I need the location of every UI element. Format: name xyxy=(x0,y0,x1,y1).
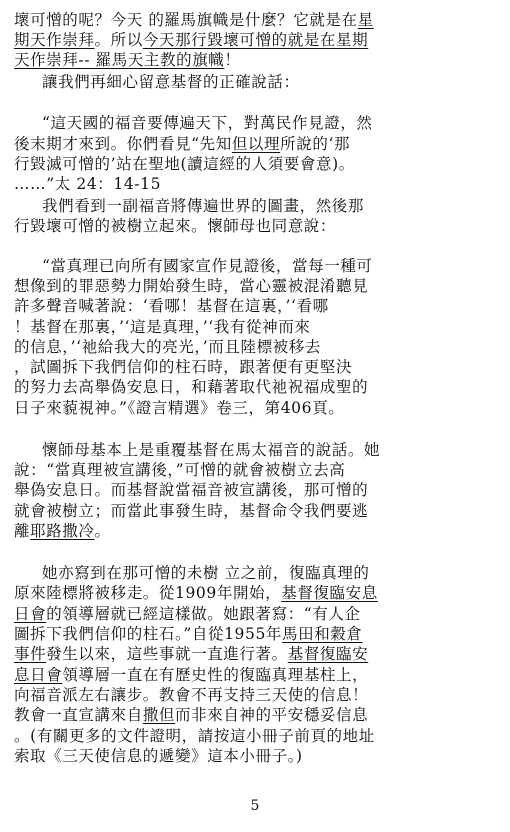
text-segment: 離 xyxy=(14,522,31,540)
text-segment: 索取《三天使信息的遞變》這本小冊子。) xyxy=(14,747,303,765)
text-line xyxy=(0,256,510,276)
text-line xyxy=(0,296,510,316)
text-line xyxy=(0,563,510,583)
text-segment: 領導層一直在有歷史性的復臨真理基柱上， xyxy=(62,666,369,684)
page-number: 5 xyxy=(250,798,260,814)
underlined-text: 息日會 xyxy=(14,666,63,684)
text-line xyxy=(0,583,510,603)
text-segment: 的領導層就已經這樣做。她跟著寫：“有人企 xyxy=(46,605,361,623)
text-line xyxy=(0,134,510,154)
text-segment: 所說的‘那 xyxy=(280,135,351,153)
text-segment: 說：“當真理被宣講後，”可憎的就會被樹立去高 xyxy=(14,461,346,479)
text-line xyxy=(0,30,510,50)
underlined-text: 基督復臨安 xyxy=(287,645,369,663)
text-segment: ……”太 24：14-15 xyxy=(14,175,162,193)
text-line xyxy=(0,705,510,725)
text-line xyxy=(0,10,510,30)
text-segment: 的努力去高舉偽安息日，和藉著取代祂祝福成聖的 xyxy=(14,378,369,396)
text-segment: “當真理已向所有國家宣作見證後，當每一種可 xyxy=(42,257,373,275)
text-segment: 原來陸標將被移走。從1909年開始， xyxy=(14,584,282,602)
text-segment: 後末期才來到。你們看見“先知 xyxy=(14,135,232,153)
text-line xyxy=(0,624,510,644)
text-segment: “這天國的福音要傳遍天下，對萬民作見證，然 xyxy=(42,114,373,132)
text-line xyxy=(0,665,510,685)
text-line xyxy=(0,644,510,664)
text-line xyxy=(0,196,510,216)
text-line xyxy=(0,113,510,133)
text-segment: 圖拆下我們信仰的柱石。”自從1955年 xyxy=(14,625,283,643)
underlined-text: 期天作崇拜 xyxy=(14,31,95,49)
underlined-text: 馬田和穀倉 xyxy=(282,625,363,643)
underlined-text: 但以理 xyxy=(231,135,281,153)
text-segment: ！ xyxy=(224,51,241,69)
text-line xyxy=(0,50,510,70)
text-line xyxy=(0,604,510,624)
text-segment: 就會被樹立；而當此事發生時，基督命令我們要逃 xyxy=(14,502,369,520)
text-segment: 而非來自神的平安穩妥信息 xyxy=(175,706,369,724)
text-line xyxy=(0,154,510,174)
text-segment: 行毀滅可憎的’站在聖地(讀這經的人須要會意)。 xyxy=(14,155,355,173)
underlined-text: 事件 xyxy=(14,645,47,663)
text-line xyxy=(0,440,510,460)
underlined-text: 日會 xyxy=(14,605,47,623)
text-segment: 。所以 xyxy=(94,31,143,49)
text-line xyxy=(0,746,510,766)
text-segment: 。 xyxy=(94,522,111,540)
text-segment: ！基督在那裏，’‘這是真理，’‘我有從神而來 xyxy=(14,318,311,336)
text-line xyxy=(0,174,510,194)
text-segment: 發生以來，這些事就一直進行著。 xyxy=(46,645,288,663)
text-line xyxy=(0,501,510,521)
underlined-text: 基督復臨安息 xyxy=(281,584,378,602)
text-line xyxy=(0,276,510,296)
text-line xyxy=(0,398,510,418)
text-segment: 想像到的罪惡勢力開始發生時，當心靈被混淆聽見 xyxy=(14,277,369,295)
text-line xyxy=(0,337,510,357)
text-segment: 日子來藐視神。”《證言精選》卷三，第406頁。 xyxy=(14,399,345,417)
underlined-text: 撒但 xyxy=(142,706,176,724)
text-segment: 。(有關更多的文件證明，請按這小冊子前頁的地址 xyxy=(14,727,375,745)
text-segment: 懷師母基本上是重覆基督在馬太福音的說話。她 xyxy=(42,441,381,459)
text-line xyxy=(0,726,510,746)
text-line xyxy=(0,480,510,500)
text-segment: 壞可憎的呢？今天 的羅馬旗幟是什麼？它就是在 xyxy=(14,11,358,29)
text-segment: 舉偽安息日。而基督說當福音被宣講後，那可憎的 xyxy=(14,481,369,499)
text-segment: 教會一直宣講來自 xyxy=(14,706,143,724)
text-line xyxy=(0,216,510,236)
underlined-text: 耶路撒冷 xyxy=(30,522,95,540)
text-line xyxy=(0,521,510,541)
text-segment: 許多聲音喊著說：‘看哪！基督在這裏，’‘看哪 xyxy=(14,297,329,315)
text-segment: 我們看到一副福音將傳遍世界的圖畫，然後那 xyxy=(42,197,365,215)
text-segment: 的信息，’‘祂給我大的亮光，’而且陸標被移去 xyxy=(14,338,321,356)
text-line xyxy=(0,685,510,705)
underlined-text: 天作崇拜-- 羅馬天主教的旗幟 xyxy=(14,51,225,69)
text-segment: ，試圖拆下我們信仰的柱石時，跟著便有更堅決 xyxy=(14,358,353,376)
text-segment: 讓我們再細心留意基督的正確說話： xyxy=(42,73,300,91)
text-segment: 向福音派左右讓步。教會不再支持三天使的信息！ xyxy=(14,686,369,704)
text-segment: 她亦寫到在那可憎的未樹 立之前，復臨真理的 xyxy=(42,564,370,582)
text-line xyxy=(0,72,510,92)
text-segment: 行毀壞可憎的被樹立起來。懷師母也同意說： xyxy=(14,217,337,235)
text-line xyxy=(0,357,510,377)
underlined-text: 今天那行毀壞可憎的就是在星期 xyxy=(142,31,369,49)
text-line xyxy=(0,460,510,480)
text-line xyxy=(0,377,510,397)
text-line xyxy=(0,317,510,337)
underlined-text: 星 xyxy=(357,11,374,29)
